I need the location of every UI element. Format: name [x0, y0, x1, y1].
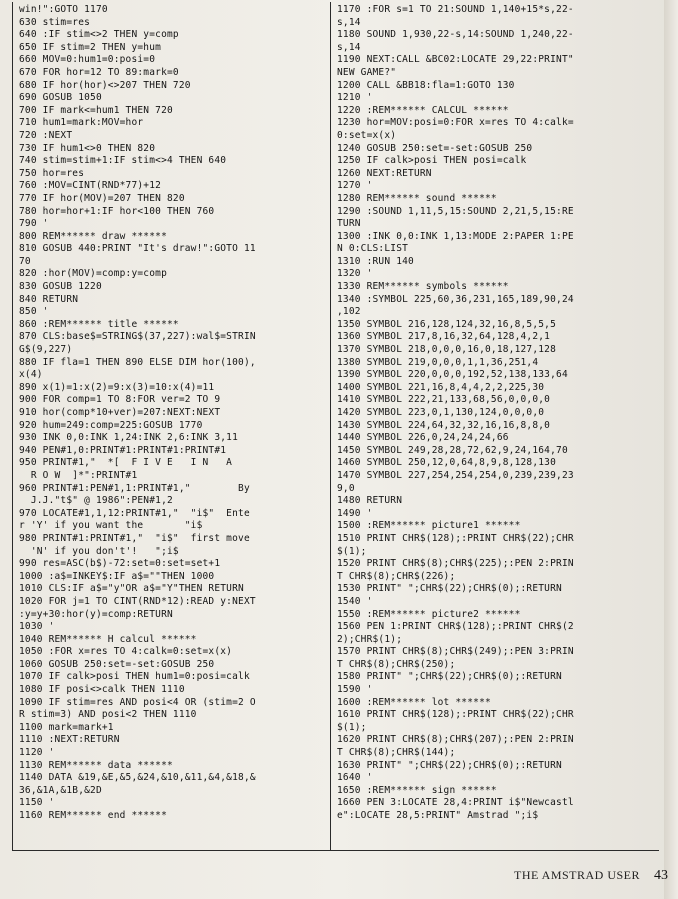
code-line: 1270 ' [337, 180, 373, 192]
code-line: 1460 SYMBOL 250,12,0,64,8,9,8,128,130 [337, 457, 557, 469]
code-line: 1660 PEN 3:LOCATE 28,4:PRINT i$"Newcastl [337, 797, 574, 809]
column-divider [330, 2, 331, 850]
code-line: 810 GOSUB 440:PRINT "It's draw!":GOTO 11 [19, 243, 256, 255]
code-line: s,14 [337, 16, 361, 28]
code-line: 710 hum1=mark:MOV=hor [19, 117, 144, 129]
code-line: 1520 PRINT CHR$(8);CHR$(225);:PEN 2:PRIN [337, 558, 574, 570]
code-line: 770 IF hor(MOV)=207 THEN 820 [19, 192, 185, 204]
code-line: 960 PRINT#1:PEN#1,1:PRINT#1," By [19, 482, 250, 494]
code-line: 660 MOV=0:hum1=0:posi=0 [19, 54, 156, 66]
code-line: 1120 ' [19, 747, 55, 759]
code-line: 1600 :REM****** lot ****** [337, 696, 491, 708]
code-line: N 0:CLS:LIST [337, 243, 409, 255]
code-line: 1560 PEN 1:PRINT CHR$(128);:PRINT CHR$(2 [337, 621, 574, 633]
code-line: 1020 FOR j=1 TO CINT(RND*12):READ y:NEXT [19, 595, 256, 607]
code-line: 1580 PRINT" ";CHR$(22);CHR$(0);:RETURN [337, 671, 562, 683]
code-line: 1420 SYMBOL 223,0,1,130,124,0,0,0,0 [337, 407, 545, 418]
code-line: 1630 PRINT" ";CHR$(22);CHR$(0);:RETURN [337, 759, 562, 771]
code-line: 820 :hor(MOV)=comp:y=comp [19, 268, 167, 280]
code-line: 9,0 [337, 482, 355, 494]
code-line: 1430 SYMBOL 224,64,32,32,16,16,8,8,0 [337, 419, 551, 431]
code-line: 830 GOSUB 1220 [19, 281, 102, 293]
code-line: $(1); [337, 721, 367, 733]
code-line: 720 :NEXT [19, 129, 73, 141]
code-line: 1470 SYMBOL 227,254,254,254,0,239,239,23 [337, 469, 574, 481]
code-line: 1320 ' [337, 268, 373, 280]
code-line: 790 ' [19, 218, 49, 230]
code-line: 1210 ' [337, 92, 373, 104]
code-line: 1650 :REM****** sign ****** [337, 784, 497, 796]
code-line: 1160 REM****** end ****** [19, 810, 167, 821]
code-line: 1540 ' [337, 595, 373, 607]
code-line: 1030 ' [19, 621, 55, 633]
code-line: $(1); [337, 545, 367, 557]
code-line: 1350 SYMBOL 216,128,124,32,16,8,5,5,5 [337, 318, 557, 330]
code-line: 1590 ' [337, 684, 373, 696]
code-line: 920 hum=249:comp=225:GOSUB 1770 [19, 419, 203, 431]
code-line: x(4) [19, 369, 43, 381]
code-line: 1300 :INK 0,0:INK 1,13:MODE 2:PAPER 1:PE [337, 230, 574, 242]
code-line: TURN [337, 218, 361, 230]
code-line: 1400 SYMBOL 221,16,8,4,4,2,2,225,30 [337, 381, 545, 393]
page-footer [514, 868, 668, 888]
code-line: 700 IF mark<=hum1 THEN 720 [19, 104, 173, 116]
code-line: 1000 :a$=INKEY$:IF a$=""THEN 1000 [19, 570, 215, 582]
code-line: 870 CLS:base$=STRING$(37,227):wal$=STRIN [19, 331, 256, 343]
code-line: 1010 CLS:IF a$="y"OR a$="Y"THEN RETURN [19, 583, 244, 595]
code-line: 1220 :REM****** CALCUL ****** [337, 104, 509, 116]
code-line: 1130 REM****** data ****** [19, 759, 173, 771]
code-line: 1290 :SOUND 1,11,5,15:SOUND 2,21,5,15:RE [337, 205, 574, 217]
code-line: 730 IF hum1<>0 THEN 820 [19, 142, 156, 154]
code-line: 1140 DATA &19,&E,&5,&24,&10,&11,&4,&18,& [19, 772, 256, 784]
code-line: 1310 :RUN 140 [337, 255, 414, 267]
code-line: 1480 RETURN [337, 495, 403, 507]
code-line: 1360 SYMBOL 217,8,16,32,64,128,4,2,1 [337, 331, 551, 343]
code-line: 1230 hor=MOV:posi=0:FOR x=res TO 4:calk= [337, 117, 574, 129]
code-line: 1040 REM****** H calcul ****** [19, 633, 197, 645]
code-line: 690 GOSUB 1050 [19, 92, 102, 104]
code-line: 1370 SYMBOL 218,0,0,0,16,0,18,127,128 [337, 344, 557, 356]
program-listing [12, 2, 659, 851]
code-line: 1080 IF posi<>calk THEN 1110 [19, 684, 185, 696]
code-line: 1500 :REM****** picture1 ****** [337, 520, 521, 532]
code-line: 740 stim=stim+1:IF stim<>4 THEN 640 [19, 155, 227, 167]
code-line: 940 PEN#1,0:PRINT#1:PRINT#1:PRINT#1 [19, 444, 227, 456]
code-line: R stim=3) AND posi<2 THEN 1110 [19, 709, 197, 721]
code-line: 1110 :NEXT:RETURN [19, 734, 120, 746]
code-line: 890 x(1)=1:x(2)=9:x(3)=10:x(4)=11 [19, 381, 215, 393]
code-line: :y=y+30:hor(y)=comp:RETURN [19, 608, 173, 620]
publication-name: THE AMSTRAD USER [513, 868, 640, 882]
code-line: 1280 REM****** sound ****** [337, 192, 497, 204]
code-line: 840 RETURN [19, 293, 79, 305]
code-line: ,102 [337, 306, 361, 318]
code-line: 36,&1A,&1B,&2D [19, 784, 102, 796]
page-edge [664, 0, 678, 899]
code-line: 1530 PRINT" ";CHR$(22);CHR$(0);:RETURN [337, 583, 562, 595]
code-line: 990 res=ASC(b$)-72:set=0:set=set+1 [19, 558, 221, 570]
code-line: 1510 PRINT CHR$(128);:PRINT CHR$(22);CHR [337, 532, 574, 544]
code-line: 1570 PRINT CHR$(8);CHR$(249);:PEN 3:PRIN [337, 646, 574, 658]
code-line: 1610 PRINT CHR$(128);:PRINT CHR$(22);CHR [337, 709, 574, 721]
code-line: 1410 SYMBOL 222,21,133,68,56,0,0,0,0 [337, 394, 551, 406]
code-line: 1090 IF stim=res AND posi<4 OR (stim=2 O [19, 696, 256, 708]
code-line: 1170 :FOR s=1 TO 21:SOUND 1,140+15*s,22- [337, 4, 574, 15]
code-line: s,14 [337, 41, 361, 53]
listing-column-left [19, 4, 325, 823]
code-line: 760 :MOV=CINT(RND*77)+12 [19, 180, 162, 192]
code-line: 930 INK 0,0:INK 1,24:INK 2,6:INK 3,11 [19, 432, 239, 444]
code-line: 850 ' [19, 306, 49, 318]
code-line: 1250 IF calk>posi THEN posi=calk [337, 155, 527, 167]
code-line: 750 hor=res [19, 167, 85, 179]
code-line: 650 IF stim=2 THEN y=hum [19, 41, 162, 53]
code-line: 1380 SYMBOL 219,0,0,0,1,1,36,251,4 [337, 356, 539, 368]
code-line: 630 stim=res [19, 16, 91, 28]
code-line: 860 :REM****** title ****** [19, 318, 179, 330]
code-line: NEW GAME?" [337, 66, 397, 78]
code-line: 1100 mark=mark+1 [19, 721, 114, 733]
code-line: r 'Y' if you want the "i$ [19, 520, 203, 532]
code-line: 0:set=x(x) [337, 129, 397, 141]
listing-column-right [337, 4, 655, 823]
code-line: 1050 :FOR x=res TO 4:calk=0:set=x(x) [19, 646, 233, 658]
code-line: G$(9,227) [19, 344, 73, 356]
code-line: 1330 REM****** symbols ****** [337, 281, 509, 293]
code-line: 70 [19, 255, 31, 267]
code-line: 1620 PRINT CHR$(8);CHR$(207);:PEN 2:PRIN [337, 734, 574, 746]
code-line: 910 hor(comp*10+ver)=207:NEXT:NEXT [19, 407, 221, 418]
code-line: 970 LOCATE#1,1,12:PRINT#1," "i$" Ente [19, 507, 250, 519]
code-line: 670 FOR hor=12 TO 89:mark=0 [19, 66, 179, 78]
code-line: 1260 NEXT:RETURN [337, 167, 432, 179]
code-line: 1060 GOSUB 250:set=-set:GOSUB 250 [19, 658, 215, 670]
code-line: T CHR$(8);CHR$(144); [337, 747, 456, 759]
code-line: T CHR$(8);CHR$(226); [337, 570, 456, 582]
code-line: 2);CHR$(1); [337, 633, 403, 645]
code-line: 980 PRINT#1:PRINT#1," "i$" first move [19, 532, 250, 544]
code-line: 1450 SYMBOL 249,28,28,72,62,9,24,164,70 [337, 444, 568, 456]
code-line: 680 IF hor(hor)<>207 THEN 720 [19, 79, 191, 91]
code-line: 1550 :REM****** picture2 ****** [337, 608, 521, 620]
code-line: 1340 :SYMBOL 225,60,36,231,165,189,90,24 [337, 293, 574, 305]
code-line: 950 PRINT#1," *[ F I V E I N A [19, 457, 233, 469]
code-line: 1200 CALL &BB18:fla=1:GOTO 130 [337, 79, 515, 91]
code-line: 1150 ' [19, 797, 55, 809]
code-line: 1190 NEXT:CALL &BC02:LOCATE 29,22:PRINT" [337, 54, 574, 66]
code-line: 1490 ' [337, 507, 373, 519]
code-line: 'N' if you don't'! ";i$ [19, 545, 179, 557]
code-line: 640 :IF stim<>2 THEN y=comp [19, 29, 179, 41]
code-line: 1640 ' [337, 772, 373, 784]
code-line: 1180 SOUND 1,930,22-s,14:SOUND 1,240,22- [337, 29, 574, 41]
code-line: 1440 SYMBOL 226,0,24,24,24,66 [337, 432, 509, 444]
code-line: 880 IF fla=1 THEN 890 ELSE DIM hor(100), [19, 356, 256, 368]
code-line: 800 REM****** draw ****** [19, 230, 167, 242]
code-line: e":LOCATE 28,5:PRINT" Amstrad ";i$ [337, 810, 539, 821]
code-line: 900 FOR comp=1 TO 8:FOR ver=2 TO 9 [19, 394, 221, 406]
code-line: R O W ]*":PRINT#1 [19, 469, 138, 481]
code-line: T CHR$(8);CHR$(250); [337, 658, 456, 670]
code-line: 780 hor=hor+1:IF hor<100 THEN 760 [19, 205, 215, 217]
code-line: J.J."t$" @ 1986":PEN#1,2 [19, 495, 173, 507]
code-line: win!":GOTO 1170 [19, 4, 108, 15]
code-line: 1070 IF calk>posi THEN hum1=0:posi=calk [19, 671, 250, 683]
page-number: 43 [654, 868, 668, 883]
code-line: 1240 GOSUB 250:set=-set:GOSUB 250 [337, 142, 533, 154]
code-line: 1390 SYMBOL 220,0,0,0,192,52,138,133,64 [337, 369, 568, 381]
